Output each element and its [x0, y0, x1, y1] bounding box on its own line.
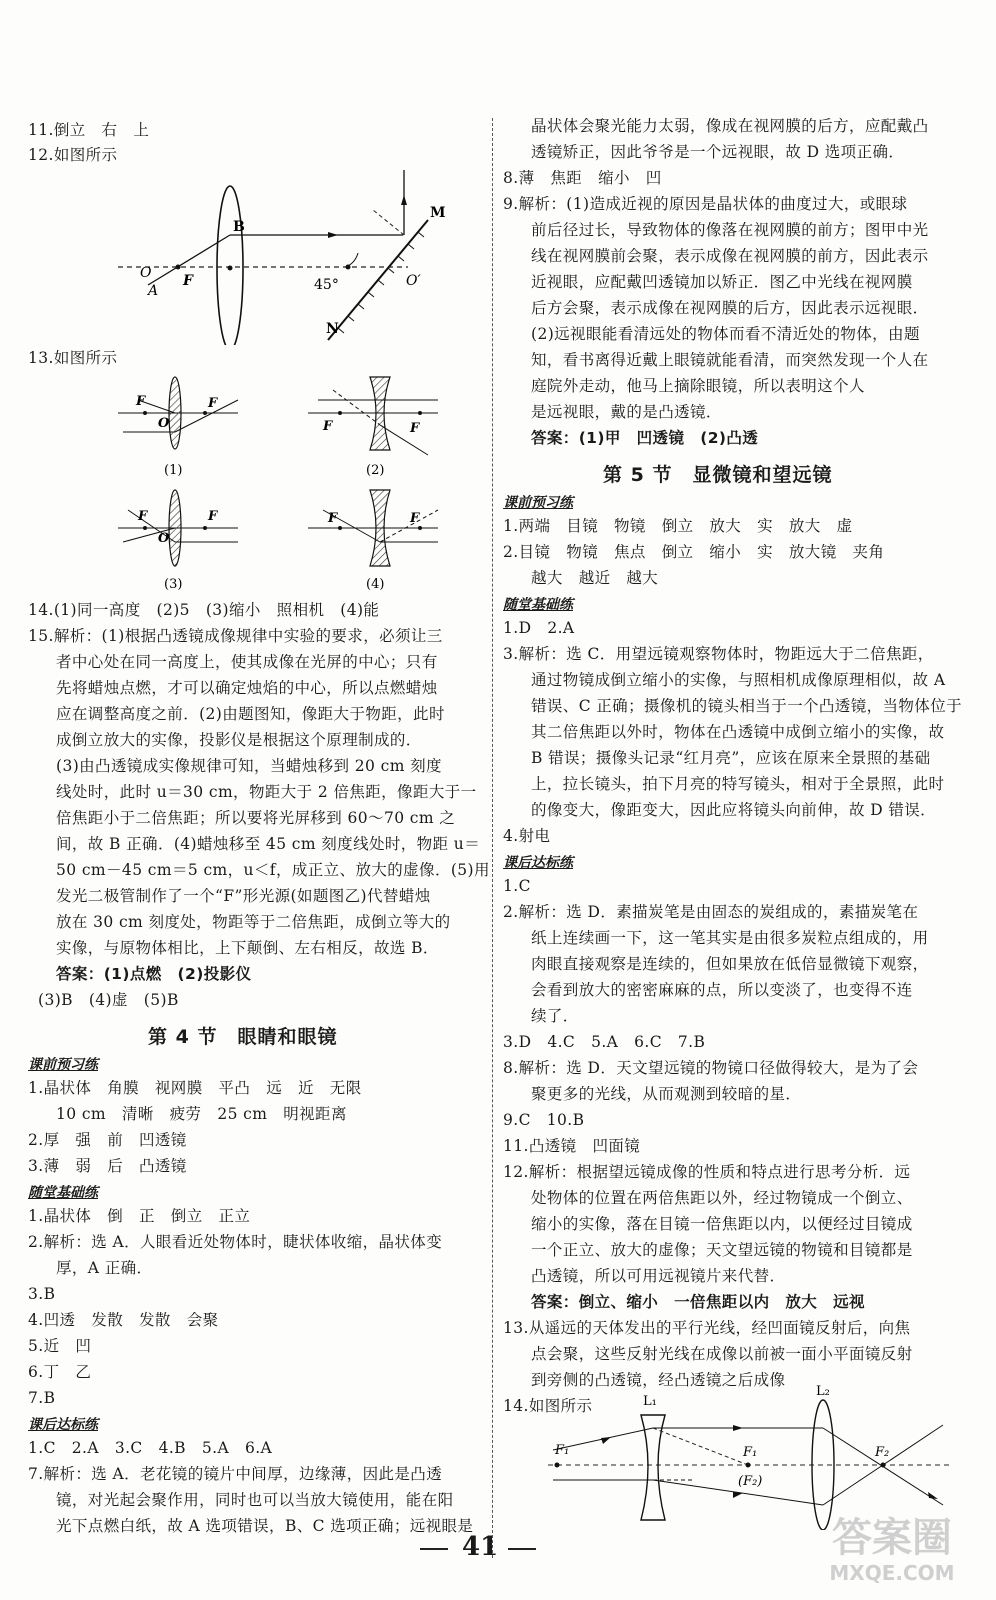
basic5-3-line-3: 错误、C 正确；摄像机的镜头相当于一个凸透镜，当物体位于 — [531, 697, 962, 715]
fig12-label-angle: 45° — [314, 277, 339, 293]
figure-14-telescope — [543, 1380, 963, 1530]
preview5-2b: 越大 越近 越大 — [531, 569, 659, 587]
answer-9-answer: 答案：(1)甲 凹透镜 (2)凸透 — [531, 429, 759, 447]
fig13-caption-1: (1) — [164, 463, 183, 478]
after5-2-line-1: 2.解析：选 D．素描炭笔是由固态的炭组成的，素描炭笔在 — [503, 903, 919, 921]
fig12-label-N: N — [326, 321, 339, 337]
after5-9: 9.C 10.B — [503, 1111, 585, 1129]
page-number-dash-right — [508, 1548, 536, 1550]
after5-1: 1.C — [503, 877, 531, 895]
fig13-4-F-left: F — [328, 511, 338, 526]
answer-8: 8.薄 焦距 缩小 凹 — [503, 169, 662, 187]
fig14-label-F2-paren: (F₂) — [738, 1474, 763, 1489]
fig14-label-F2: F₂ — [875, 1445, 890, 1460]
after5-11: 11.凸透镜 凹面镜 — [503, 1137, 641, 1155]
preview5-2: 2.目镜 物镜 焦点 倒立 缩小 实 放大镜 夹角 — [503, 543, 885, 561]
fig12-label-F: F — [183, 273, 193, 289]
subsection-basic-5: 随堂基础练 — [503, 597, 573, 613]
answer-15-line-11: 发光二极管制作了一个“F”形光源(如题图乙)代替蜡烛 — [56, 887, 431, 905]
fig13-4-F-right: F — [410, 511, 420, 526]
answer-15-line-9: 间，故 B 正确．(4)蜡烛移至 45 cm 刻度线处时，物距 u＝ — [56, 835, 481, 853]
basic5-3-line-7: 的像变大，像距变大，因此应将镜头向前伸，故 D 错误． — [531, 801, 937, 819]
watermark-top: 答案圈 — [832, 1515, 952, 1561]
subsection-after-5: 课后达标练 — [503, 855, 573, 871]
after5-2-line-4: 会看到放大的密密麻麻的点，所以变淡了，也变得不连 — [531, 981, 913, 999]
answer-9-line-3: 线在视网膜前会聚，表示成像在视网膜的前方，因此表示 — [531, 247, 929, 265]
answer-15-line-2: 者中心处在同一高度上，使其成像在光屏的中心；只有 — [56, 653, 438, 671]
after5-8-line-2: 聚更多的光线，从而观测到较暗的星． — [531, 1085, 802, 1103]
fig14-label-F1-mid: F₁ — [743, 1445, 758, 1460]
fig14-label-L1: L₁ — [643, 1394, 657, 1409]
answer-15-answer-1: 答案：(1)点燃 (2)投影仪 — [56, 965, 252, 983]
fig13-caption-3: (3) — [164, 577, 183, 592]
answer-15-line-7: 线处时，此时 u＝30 cm，物距大于 2 倍焦距，像距大于一 — [56, 783, 477, 801]
after5-2-line-5: 续了． — [531, 1007, 579, 1025]
preview-2: 2.厚 强 前 凹透镜 — [28, 1131, 187, 1149]
after5-14: 14.如图所示 — [503, 1397, 593, 1415]
answer-15-line-1: 15.解析：(1)根据凸透镜成像规律中实验的要求，必须让三 — [28, 627, 443, 645]
preview-1: 1.晶状体 角膜 视网膜 平凸 远 近 无限 — [28, 1079, 362, 1097]
watermark-logo — [812, 1515, 972, 1587]
subsection-preview: 课前预习练 — [28, 1057, 98, 1073]
answer-9-line-8: 庭院外走动，他马上摘除眼镜，所以表明这个人 — [531, 377, 865, 395]
after5-12-line-4: 一个正立、放大的虚像；天文望远镜的物镜和目镜都是 — [531, 1241, 913, 1259]
subsection-basic: 随堂基础练 — [28, 1185, 98, 1201]
basic5-3-line-2: 通过物镜成倒立缩小的实像，与照相机成像原理相似，故 A — [531, 671, 946, 689]
after5-3: 3.D 4.C 5.A 6.C 7.B — [503, 1033, 706, 1051]
basic-2b: 厚，A 正确． — [56, 1259, 153, 1277]
fig13-2-F-left: F — [323, 419, 333, 434]
fig12-label-O2: O′ — [406, 273, 421, 289]
right-line-2: 透镜矫正，因此爷爷是一个远视眼，故 D 选项正确． — [531, 143, 905, 161]
after5-12-line-2: 处物体的位置在两倍焦距以外，经过物镜成一个倒立、 — [531, 1189, 913, 1207]
fig13-caption-4: (4) — [366, 577, 385, 592]
preview-1b: 10 cm 清晰 疲劳 25 cm 明视距离 — [56, 1105, 347, 1123]
answer-9-line-9: 是远视眼，戴的是凸透镜． — [531, 403, 722, 421]
after5-8-line-1: 8.解析：选 D．天文望远镜的物镜口径做得较大，是为了会 — [503, 1059, 919, 1077]
section-title-4: 第 4 节 眼睛和眼镜 — [148, 1026, 338, 1048]
after5-12-answer: 答案：倒立、缩小 一倍焦距以内 放大 远视 — [531, 1293, 865, 1311]
fig12-label-M: M — [430, 205, 446, 221]
fig13-1-F-right: F — [208, 396, 218, 411]
after5-12-line-1: 12.解析：根据望远镜成像的性质和特点进行思考分析．远 — [503, 1163, 911, 1181]
after5-2-line-3: 肉眼直接观察是连续的，但如果放在低倍显微镜下观察， — [531, 955, 929, 973]
answer-15-line-8: 倍焦距小于二倍焦距；所以要将光屏移到 60～70 cm 之 — [56, 809, 456, 827]
fig13-3-F-left: F — [138, 509, 148, 524]
basic-7: 7.B — [28, 1389, 56, 1407]
after5-12-line-5: 凸透镜，所以可用远视镜片来代替． — [531, 1267, 786, 1285]
after5-13-line-3: 到旁侧的凸透镜，经凸透镜之后成像 — [531, 1371, 786, 1389]
fig13-3-F-right: F — [208, 509, 218, 524]
answer-9-line-5: 后方会聚，表示成像在视网膜的后方，因此表示远视眼． — [531, 299, 929, 317]
page-number-dash-left — [420, 1548, 448, 1550]
fig13-1-F-left: F — [136, 394, 146, 409]
answer-14: 14.(1)同一高度 (2)5 (3)缩小 照相机 (4)能 — [28, 601, 380, 619]
fig13-1-O: O — [158, 416, 170, 431]
after-1: 1.C 2.A 3.C 4.B 5.A 6.A — [28, 1439, 273, 1457]
basic-5: 5.近 凹 — [28, 1337, 92, 1355]
basic5-3-line-6: 上，拉长镜头，拍下月亮的特写镜头，相对于全景照，此时 — [531, 775, 945, 793]
preview5-1: 1.两端 目镜 物镜 倒立 放大 实 放大 虚 — [503, 517, 853, 535]
figure-13-lenses — [108, 370, 468, 600]
after-7-line-3: 光下点燃白纸，故 A 选项错误，B、C 选项正确；远视眼是 — [56, 1517, 474, 1535]
fig14-label-L2: L₂ — [816, 1384, 830, 1399]
answer-15-answer-2: (3)B (4)虚 (5)B — [38, 991, 179, 1009]
answer-9-line-2: 前后径过长，导致物体的像落在视网膜的前方；图甲中光 — [531, 221, 929, 239]
basic-2: 2.解析：选 A．人眼看近处物体时，睫状体收缩，晶状体变 — [28, 1233, 443, 1251]
answer-15-line-4: 应在调整高度之前．(2)由题图知，像距大于物距，此时 — [56, 705, 445, 723]
after5-12-line-3: 缩小的实像，落在目镜一倍焦距以内，以便经过目镜成 — [531, 1215, 913, 1233]
answer-11: 11.倒立 右 上 — [28, 121, 150, 139]
answer-9-line-6: (2)远视眼能看清远处的物体而看不清近处的物体，由题 — [531, 325, 920, 343]
after-7-line-2: 镜，对光起会聚作用，同时也可以当放大镜使用，能在阳 — [56, 1491, 454, 1509]
subsection-after: 课后达标练 — [28, 1417, 98, 1433]
page-number: 41 — [462, 1532, 499, 1562]
section-title-5: 第 5 节 显微镜和望远镜 — [603, 464, 833, 486]
fig12-label-B: B — [233, 219, 245, 235]
fig13-3-O: O — [158, 531, 170, 546]
right-line-1: 晶状体会聚光能力太弱，像成在视网膜的后方，应配戴凸 — [531, 117, 929, 135]
preview-3: 3.薄 弱 后 凸透镜 — [28, 1157, 187, 1175]
basic5-4: 4.射电 — [503, 827, 551, 845]
after-7-line-1: 7.解析：选 A．老花镜的镜片中间厚，边缘薄，因此是凸透 — [28, 1465, 443, 1483]
answer-15-line-3: 先将蜡烛点燃，才可以确定烛焰的中心，所以点燃蜡烛 — [56, 679, 438, 697]
subsection-preview-5: 课前预习练 — [503, 495, 573, 511]
column-divider — [492, 118, 493, 1558]
after5-13-line-2: 点会聚，这些反射光线在成像以前被一面小平面镜反射 — [531, 1345, 913, 1363]
fig13-2-F-right: F — [410, 421, 420, 436]
basic-6: 6.丁 乙 — [28, 1363, 92, 1381]
basic5-3-line-1: 3.解析：选 C．用望远镜观察物体时，物距远大于二倍焦距， — [503, 645, 934, 663]
answer-15-line-5: 成倒立放大的实像，投影仪是根据这个原理制成的． — [56, 731, 422, 749]
basic5-1: 1.D 2.A — [503, 619, 575, 637]
answer-12: 12.如图所示 — [28, 146, 118, 164]
basic-4: 4.凹透 发散 发散 会聚 — [28, 1311, 219, 1329]
basic5-3-line-4: 其二倍焦距以外时，物体在凸透镜中成倒立缩小的实像，故 — [531, 723, 945, 741]
answer-9-line-1: 9.解析：(1)造成近视的原因是晶状体的曲度过大，或眼球 — [503, 195, 908, 213]
answer-15-line-13: 实像，与原物体相比，上下颠倒、左右相反，故选 B． — [56, 939, 439, 957]
fig13-caption-2: (2) — [366, 463, 385, 478]
answer-9-line-4: 近视眼，应配戴凹透镜加以矫正．图乙中光线在视网膜 — [531, 273, 913, 291]
answer-13: 13.如图所示 — [28, 349, 118, 367]
answer-15-line-12: 放在 30 cm 刻度处，物距等于二倍焦距，成倒立等大的 — [56, 913, 451, 931]
answer-9-line-7: 知，看书离得近戴上眼镜就能看清，而突然发现一个人在 — [531, 351, 929, 369]
fig14-label-F1-left: F₁ — [555, 1443, 570, 1458]
answer-15-line-10: 50 cm－45 cm＝5 cm，u＜f，成正立、放大的虚像．(5)用 — [56, 861, 490, 879]
basic5-3-line-5: B 错误；摄像头记录“红月亮”，应该在原来全景照的基础 — [531, 749, 931, 767]
answer-15-line-6: (3)由凸透镜成实像规律可知，当蜡烛移到 20 cm 刻度 — [56, 757, 442, 775]
figure-12-lens-mirror — [108, 165, 458, 345]
basic-3: 3.B — [28, 1285, 56, 1303]
watermark-bottom: MXQE.COM — [829, 1561, 955, 1585]
fig12-label-O: O — [140, 265, 152, 281]
basic-1: 1.晶状体 倒 正 倒立 正立 — [28, 1207, 251, 1225]
fig12-label-A: A — [148, 283, 159, 299]
after5-13-line-1: 13.从遥远的天体发出的平行光线，经凹面镜反射后，向焦 — [503, 1319, 911, 1337]
after5-2-line-2: 纸上连续画一下，这一笔其实是由很多炭粒点组成的，用 — [531, 929, 929, 947]
